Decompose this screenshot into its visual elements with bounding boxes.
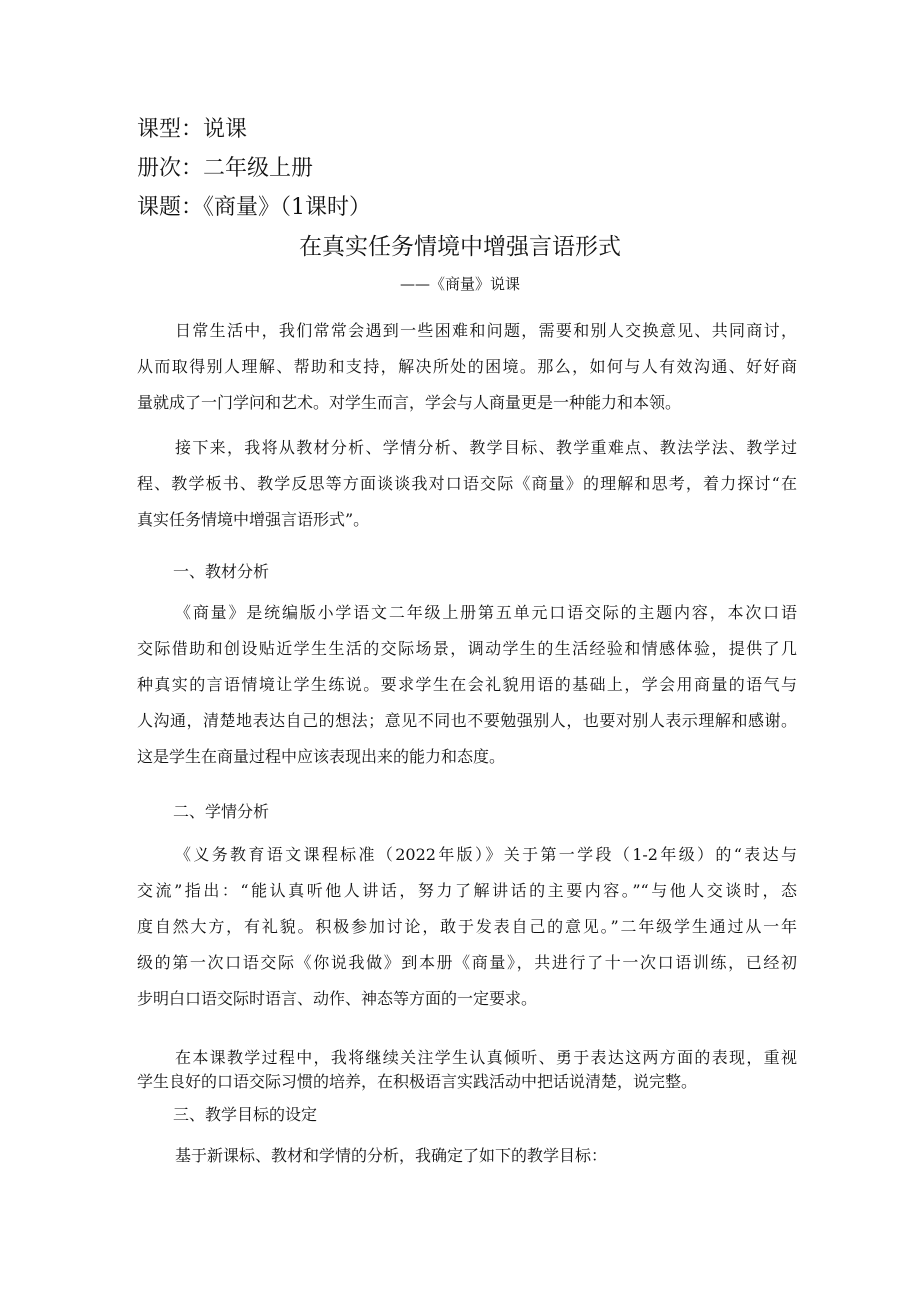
paragraph-textbook-analysis [137, 595, 797, 775]
text-line: 步明白口语交际时语言、动作、神态等方面的一定要求。 [137, 989, 538, 1008]
paragraph-intro [137, 313, 797, 421]
lesson-type-line: 课型：说课 [137, 117, 248, 142]
document-subtitle: ——《商量》说课 [399, 275, 520, 293]
section-heading-textbook-analysis: 一、教材分析 [173, 562, 270, 581]
section-heading-teaching-goals: 三、教学目标的设定 [173, 1105, 318, 1124]
text-line: 《义务教育语文课程标准（2022年版）》关于第一学段（1-2年级）的“表达与 [175, 845, 797, 864]
paragraph-student-analysis [137, 837, 797, 1017]
text-line: 程、教学板书、教学反思等方面谈谈我对口语交际《商量》的理解和思考，着力探讨“在 [137, 474, 797, 493]
text-line: 从而取得别人理解、帮助和支持，解决所处的困境。那么，如何与人有效沟通、好好商 [137, 357, 797, 376]
text-line: 日常生活中，我们常常会遇到一些困难和问题，需要和别人交换意见、共同商讨， [175, 321, 797, 340]
text-line: 度自然大方，有礼貌。积极参加讨论，敢于发表自己的意见。”二年级学生通过从一年 [137, 917, 797, 936]
paragraph-teaching-focus [137, 1046, 797, 1094]
volume-line: 册次：二年级上册 [137, 156, 314, 181]
text-line: 这是学生在商量过程中应该表现出来的能力和态度。 [137, 747, 506, 766]
text-line: 人沟通，清楚地表达自己的想法；意见不同也不要勉强别人，也要对别人表示理解和感谢。 [137, 711, 797, 730]
text-line: 种真实的言语情境让学生练说。要求学生在会礼貌用语的基础上，学会用商量的语气与 [137, 675, 797, 694]
text-line: 基于新课标、教材和学情的分析，我确定了如下的教学目标： [175, 1146, 608, 1165]
text-line: 真实任务情境中增强言语形式”。 [137, 510, 370, 529]
section-heading-student-analysis: 二、学情分析 [173, 802, 270, 821]
topic-line: 课题：《商量》（1课时） [137, 195, 371, 220]
text-line: 接下来，我将从教材分析、学情分析、教学目标、教学重难点、教法学法、教学过 [175, 438, 797, 457]
paragraph-overview [137, 430, 797, 538]
text-line: 交流”指出：“能认真听他人讲话，努力了解讲话的主要内容。”“与他人交谈时，态 [137, 881, 797, 900]
paragraph-teaching-goals [137, 1138, 797, 1174]
text-line: 交际借助和创设贴近学生生活的交际场景，调动学生的生活经验和情感体验，提供了几 [137, 639, 797, 658]
text-line: 在本课教学过程中，我将继续关注学生认真倾听、勇于表达这两方面的表现，重视 [175, 1048, 797, 1067]
text-line: 学生良好的口语交际习惯的培养，在积极语言实践活动中把话说清楚，说完整。 [137, 1072, 698, 1091]
text-line: 级的第一次口语交际《你说我做》到本册《商量》，共进行了十一次口语训练，已经初 [137, 953, 797, 972]
text-line: 量就成了一门学问和艺术。对学生而言，学会与人商量更是一种能力和本领。 [137, 393, 682, 412]
text-line: 《商量》是统编版小学语文二年级上册第五单元口语交际的主题内容，本次口语 [175, 603, 797, 622]
document-title: 在真实任务情境中增强言语形式 [299, 234, 621, 260]
